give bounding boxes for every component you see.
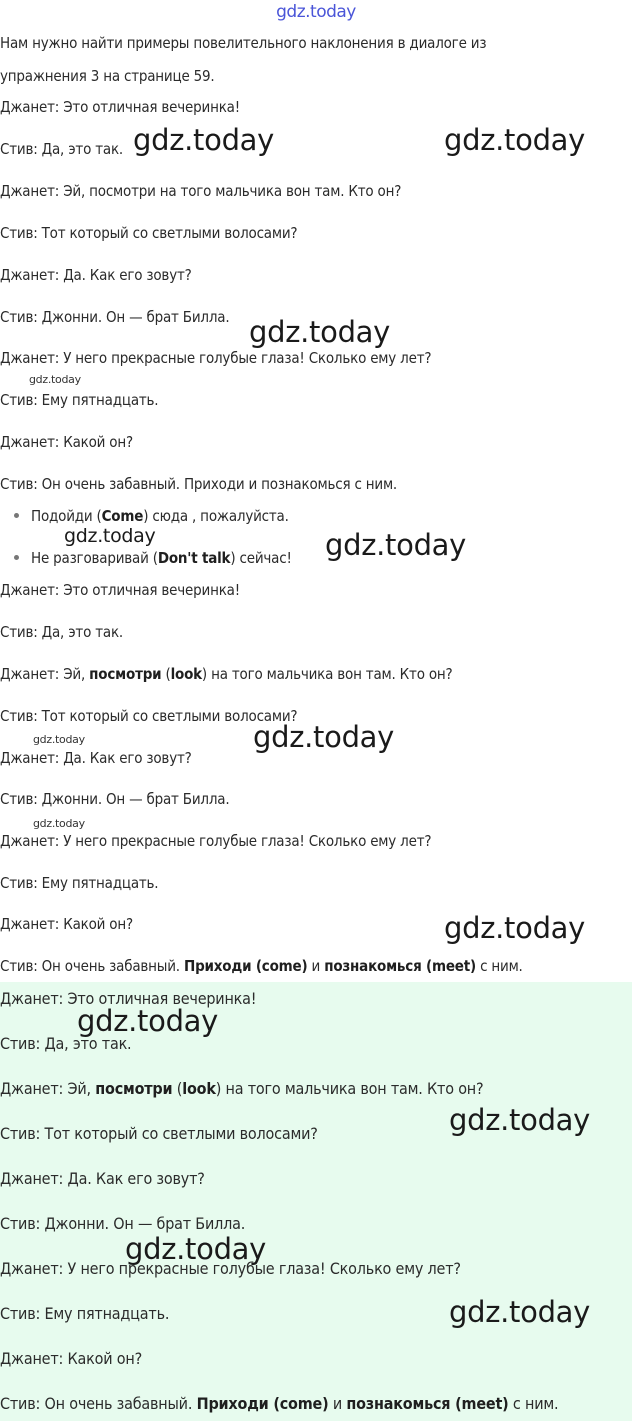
dialog1-line: Стив: Он очень забавный. Приходи и познакомься с ним. [0,475,398,493]
intro-line-2: упражнения 3 на странице 59. [0,67,215,85]
dialog2-line: Джанет: Эй, посмотри (look) на того мальчика вон там. Кто он? [0,665,453,683]
dialog3-line: Стив: Тот который со светлыми волосами? [0,1124,318,1143]
dialog2-line: Стив: Да, это так. [0,623,123,641]
watermark: gdz.today [249,315,391,349]
dialog1-line: Джанет: Какой он? [0,433,133,451]
dialog1-line: Стив: Тот который со светлыми волосами? [0,224,298,242]
dialog3-line: Стив: Да, это так. [0,1034,132,1053]
dialog1-line: Джанет: Эй, посмотри на того мальчика вон там. Кто он? [0,182,402,200]
watermark: gdz.today [33,733,85,746]
intro-line-1: Нам нужно найти примеры повелительного наклонения в диалоге из [0,34,487,52]
dialog2-line: Джанет: Какой он? [0,915,133,933]
dialog2-line: Стив: Ему пятнадцать. [0,874,159,892]
dialog2-line: Стив: Джонни. Он — брат Билла. [0,790,230,808]
watermark: gdz.today [29,373,81,386]
watermark: gdz.today [133,123,275,157]
dialog3-line: Стив: Он очень забавный. Приходи (come) и познакомься (meet) с ним. [0,1394,559,1413]
bullet-item: Подойди (Come) сюда , пожалуйста. [14,506,289,526]
dialog3-line: Джанет: Это отличная вечеринка! [0,989,257,1008]
bullet-dot-icon [14,555,19,560]
dialog3-line: Стив: Джонни. Он — брат Билла. [0,1214,246,1233]
watermark: gdz.today [33,817,85,830]
watermark: gdz.today [64,525,156,547]
watermark: gdz.today [325,528,467,562]
watermark: gdz.today [449,1295,591,1329]
top-watermark: gdz.today [276,2,356,22]
watermark: gdz.today [253,720,395,754]
dialog1-line: Стив: Джонни. Он — брат Билла. [0,308,230,326]
dialog3-line: Стив: Ему пятнадцать. [0,1304,170,1323]
dialog2-line: Джанет: Это отличная вечеринка! [0,581,240,599]
dialog1-line: Джанет: Это отличная вечеринка! [0,98,240,116]
dialog2-line: Джанет: У него прекрасные голубые глаза! Сколько ему лет? [0,832,432,850]
dialog1-line: Джанет: У него прекрасные голубые глаза! Сколько ему лет? [0,349,432,367]
bullet-dot-icon [14,513,19,518]
dialog1-line: Стив: Ему пятнадцать. [0,391,159,409]
dialog3-line: Джанет: Да. Как его зовут? [0,1169,205,1188]
dialog3-line: Джанет: Эй, посмотри (look) на того мальчика вон там. Кто он? [0,1079,484,1098]
dialog3-line: Джанет: Какой он? [0,1349,143,1368]
watermark: gdz.today [125,1232,267,1266]
watermark: gdz.today [444,123,586,157]
watermark: gdz.today [444,911,586,945]
dialog3-line: Джанет: У него прекрасные голубые глаза! Сколько ему лет? [0,1259,461,1278]
watermark: gdz.today [77,1004,219,1038]
dialog2-line: Джанет: Да. Как его зовут? [0,749,192,767]
dialog1-line: Стив: Да, это так. [0,140,123,158]
watermark: gdz.today [449,1103,591,1137]
dialog2-line: Стив: Он очень забавный. Приходи (come) и познакомься (meet) с ним. [0,957,523,975]
dialog1-line: Джанет: Да. Как его зовут? [0,266,192,284]
dialog2-line: Стив: Тот который со светлыми волосами? [0,707,298,725]
bullet-item: Не разговаривай (Don't talk) сейчас! [14,548,292,568]
